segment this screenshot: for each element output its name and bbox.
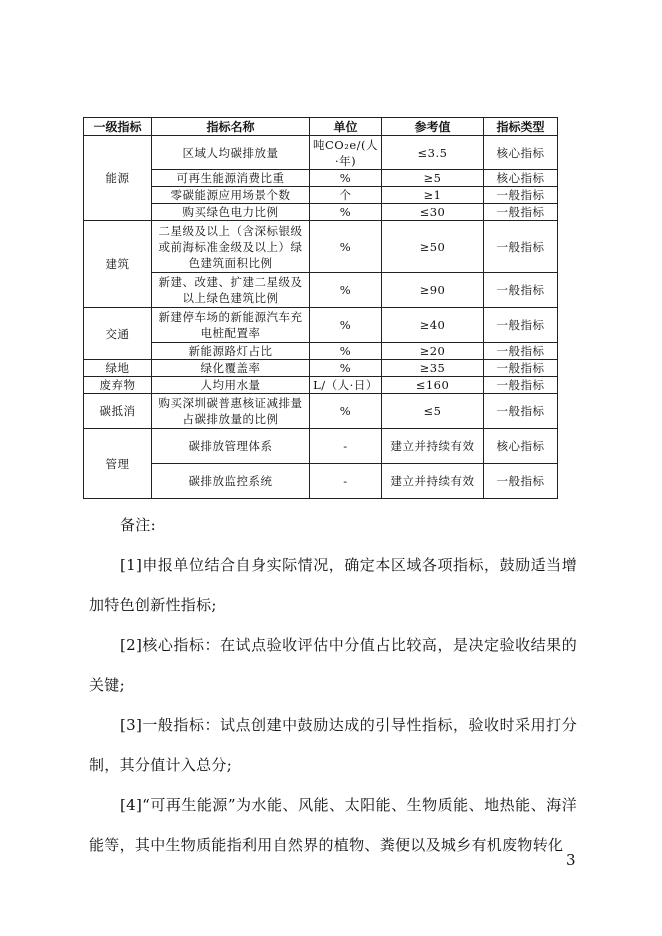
ref-cell: ≥35 bbox=[382, 360, 484, 377]
name-cell: 可再生能源消费比重 bbox=[152, 170, 310, 187]
unit-cell: % bbox=[310, 204, 382, 221]
ref-cell: ≤160 bbox=[382, 377, 484, 394]
type-cell: 一般指标 bbox=[484, 308, 558, 343]
table-row bbox=[84, 204, 558, 221]
type-cell: 核心指标 bbox=[484, 170, 558, 187]
category-cell: 废弃物 bbox=[84, 377, 152, 394]
name-cell: 区域人均碳排放量 bbox=[152, 136, 310, 170]
name-cell: 二星级及以上（含深标银级或前海标准金级及以上）绿色建筑面积比例 bbox=[152, 221, 310, 273]
category-cell: 管理 bbox=[84, 429, 152, 499]
indicator-table bbox=[83, 117, 558, 499]
name-cell: 绿化覆盖率 bbox=[152, 360, 310, 377]
name-cell: 人均用水量 bbox=[152, 377, 310, 394]
table-row bbox=[84, 273, 558, 308]
table-row bbox=[84, 429, 558, 464]
notes-title: 备注: bbox=[120, 516, 156, 534]
header-cell: 指标类型 bbox=[484, 118, 558, 136]
table-row bbox=[84, 343, 558, 360]
table-row bbox=[84, 136, 558, 170]
header-cell: 一级指标 bbox=[84, 118, 152, 136]
name-cell: 新建、改建、扩建二星级及以上绿色建筑比例 bbox=[152, 273, 310, 308]
table-row bbox=[84, 394, 558, 429]
type-cell: 一般指标 bbox=[484, 360, 558, 377]
unit-cell: % bbox=[310, 343, 382, 360]
table-row bbox=[84, 170, 558, 187]
note-item: [1]申报单位结合自身实际情况，确定本区域各项指标，鼓励适当增加特色创新性指标; bbox=[89, 556, 577, 614]
ref-cell: 建立并持续有效 bbox=[382, 464, 484, 499]
type-cell: 核心指标 bbox=[484, 429, 558, 464]
name-cell: 碳排放管理体系 bbox=[152, 429, 310, 464]
ref-cell: ≥1 bbox=[382, 187, 484, 204]
type-cell: 一般指标 bbox=[484, 273, 558, 308]
unit-cell: 吨CO₂e/(人·年) bbox=[310, 136, 382, 170]
ref-cell: ≥40 bbox=[382, 308, 484, 343]
type-cell: 一般指标 bbox=[484, 221, 558, 273]
type-cell: 一般指标 bbox=[484, 343, 558, 360]
ref-cell: ≥90 bbox=[382, 273, 484, 308]
unit-cell: 个 bbox=[310, 187, 382, 204]
type-cell: 一般指标 bbox=[484, 204, 558, 221]
ref-cell: ≥5 bbox=[382, 170, 484, 187]
note-item: [2]核心指标：在试点验收评估中分值占比较高，是决定验收结果的关键; bbox=[89, 636, 577, 694]
name-cell: 购买深圳碳普惠核证减排量占碳排放量的比例 bbox=[152, 394, 310, 429]
table-header-row bbox=[84, 118, 558, 136]
note-item: [3]一般指标：试点创建中鼓励达成的引导性指标，验收时采用打分制，其分值计入总分; bbox=[89, 716, 577, 774]
name-cell: 零碳能源应用场景个数 bbox=[152, 187, 310, 204]
table-row bbox=[84, 464, 558, 499]
ref-cell: 建立并持续有效 bbox=[382, 429, 484, 464]
ref-cell: ≤3.5 bbox=[382, 136, 484, 170]
header-cell: 参考值 bbox=[382, 118, 484, 136]
table-row bbox=[84, 377, 558, 394]
notes-section bbox=[89, 505, 577, 865]
unit-cell: % bbox=[310, 308, 382, 343]
unit-cell: - bbox=[310, 429, 382, 464]
table-row bbox=[84, 221, 558, 273]
type-cell: 核心指标 bbox=[484, 136, 558, 170]
ref-cell: ≤30 bbox=[382, 204, 484, 221]
category-cell: 绿地 bbox=[84, 360, 152, 377]
header-cell: 指标名称 bbox=[152, 118, 310, 136]
page-number: 3 bbox=[566, 851, 576, 869]
category-cell: 交通 bbox=[84, 308, 152, 360]
ref-cell: ≥20 bbox=[382, 343, 484, 360]
ref-cell: ≥50 bbox=[382, 221, 484, 273]
type-cell: 一般指标 bbox=[484, 187, 558, 204]
table-row bbox=[84, 308, 558, 343]
name-cell: 购买绿色电力比例 bbox=[152, 204, 310, 221]
unit-cell: % bbox=[310, 360, 382, 377]
name-cell: 新能源路灯占比 bbox=[152, 343, 310, 360]
note-item: [4]“可再生能源”为水能、风能、太阳能、生物质能、地热能、海洋能等，其中生物质能指利用自然界的植物、粪便以及城乡有机废物转化 bbox=[89, 796, 577, 854]
table-row bbox=[84, 187, 558, 204]
name-cell: 新建停车场的新能源汽车充电桩配置率 bbox=[152, 308, 310, 343]
unit-cell: L/（人·日） bbox=[310, 377, 382, 394]
unit-cell: % bbox=[310, 170, 382, 187]
table-row bbox=[84, 360, 558, 377]
name-cell: 碳排放监控系统 bbox=[152, 464, 310, 499]
type-cell: 一般指标 bbox=[484, 394, 558, 429]
unit-cell: % bbox=[310, 221, 382, 273]
unit-cell: % bbox=[310, 394, 382, 429]
header-cell: 单位 bbox=[310, 118, 382, 136]
ref-cell: ≤5 bbox=[382, 394, 484, 429]
type-cell: 一般指标 bbox=[484, 377, 558, 394]
unit-cell: % bbox=[310, 273, 382, 308]
type-cell: 一般指标 bbox=[484, 464, 558, 499]
category-cell: 碳抵消 bbox=[84, 394, 152, 429]
category-cell: 能源 bbox=[84, 136, 152, 221]
unit-cell: - bbox=[310, 464, 382, 499]
category-cell: 建筑 bbox=[84, 221, 152, 308]
